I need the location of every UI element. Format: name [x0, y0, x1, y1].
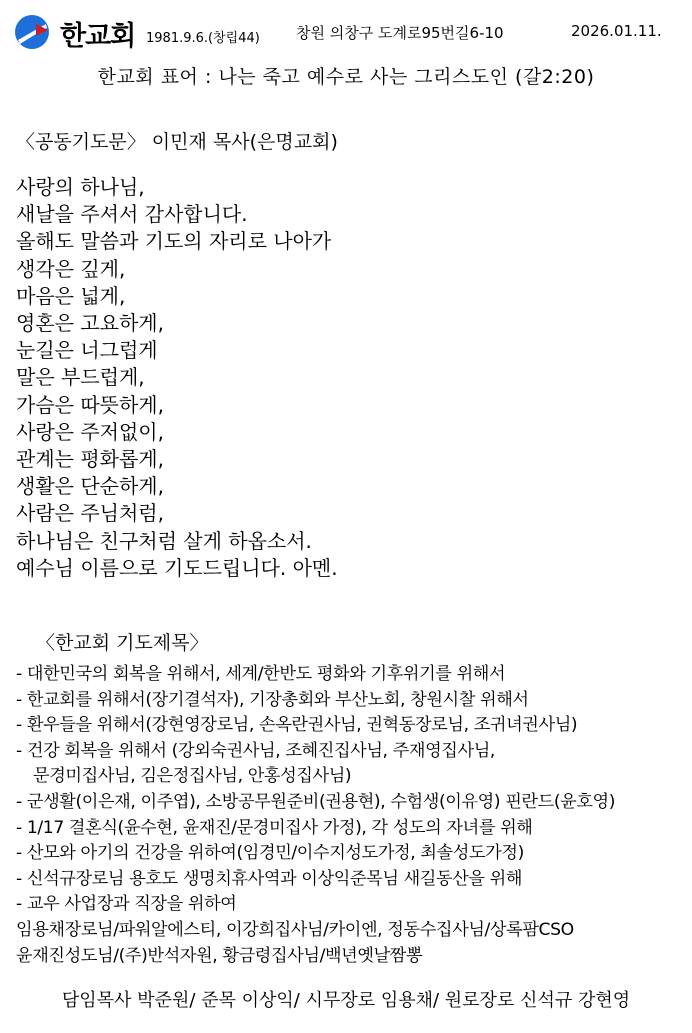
topic-line: 임용채장로님/파워알에스티, 이강희집사님/카이엔, 정동수집사님/상록팜CSO [16, 919, 574, 940]
prayer-line: 하나님은 친구처럼 살게 하옵소서. [16, 528, 312, 553]
church-logo-icon [14, 14, 50, 50]
topic-line: - 산모와 아기의 건강을 위하여(임경민/이수지성도가정, 최솔성도가정) [16, 843, 524, 864]
prayer-line: 새날을 주셔서 감사합니다. [16, 202, 248, 227]
prayer-line: 마음은 넓게, [16, 283, 126, 308]
prayer-line: 사랑의 하나님, [16, 175, 145, 199]
prayer-topics-list [16, 662, 615, 969]
prayer-line: 예수님 이름으로 기도드립니다. 아멘. [16, 555, 338, 580]
prayer-line: 영혼은 고요하게, [16, 311, 164, 336]
prayer-line: 사랑은 주저없이, [16, 419, 164, 444]
topic-line: 윤재진성도님/(주)반석자원, 황금령집사님/백년옛날짬뽕 [16, 945, 423, 966]
prayer-line: 올해도 말씀과 기도의 자리로 나아가 [16, 229, 332, 254]
common-prayer-heading: 〈공동기도문〉 이민재 목사(은명교회) [16, 131, 338, 153]
topic-line: - 환우들을 위해서(강현영장로님, 손옥란권사님, 권혁동장로님, 조귀녀권사님) [16, 715, 578, 736]
prayer-line: 말은 부드럽게, [16, 365, 145, 390]
prayer-line: 가슴은 따뜻하게, [16, 392, 164, 417]
staff-footer: 담임목사 박준원/ 준목 이상익/ 시무장로 임용채/ 원로장로 신석규 강현영 [61, 990, 631, 1011]
topic-line: - 건강 회복을 위해서 (강외숙권사님, 조혜진집사님, 주재영집사님, [16, 740, 495, 761]
topic-line: - 대한민국의 회복을 위해서, 세계/한반도 평화와 기후위기를 위해서 [16, 664, 506, 684]
topic-line: 문경미집사님, 김은정집사님, 안홍성집사님) [33, 766, 352, 787]
church-name: 한교회 [60, 21, 136, 52]
topic-line: - 1/17 결혼식(윤수현, 윤재진/문경미집사 가정), 각 성도의 자녀를 위해 [16, 817, 533, 838]
bulletin-header [0, 0, 692, 60]
bulletin-date: 2026.01.11. [571, 22, 662, 40]
prayer-line: 생각은 깊게, [16, 256, 126, 281]
founded-date: 1981.9.6.(창립44) [146, 31, 260, 46]
prayer-line: 눈길은 너그럽게 [16, 338, 158, 363]
church-motto: 한교회 표어 : 나는 죽고 예수로 사는 그리스도인 (갈2:20) [97, 66, 595, 88]
prayer-line: 생활은 단순하게, [16, 474, 164, 499]
topic-line: - 교우 사업장과 직장을 위하여 [16, 894, 237, 915]
topic-line: - 군생활(이은재, 이주엽), 소방공무원준비(권용현), 수험생(이유영) 핀란드(윤호영) [16, 791, 616, 812]
topic-line: - 한교회를 위해서(장기결석자), 기장총회와 부산노회, 창원시찰 위해서 [16, 689, 529, 710]
prayer-line: 사람은 주님처럼, [16, 501, 164, 526]
prayer-line: 관계는 평화롭게, [16, 447, 164, 472]
common-prayer-text [16, 174, 338, 582]
church-address: 창원 의창구 도계로95번길6-10 [296, 24, 504, 42]
prayer-topics-heading: 〈한교회 기도제목〉 [36, 632, 209, 654]
topic-line: - 신석규장로님 용호도 생명치휴사역과 이상익준목님 새길동산을 위해 [16, 868, 523, 889]
